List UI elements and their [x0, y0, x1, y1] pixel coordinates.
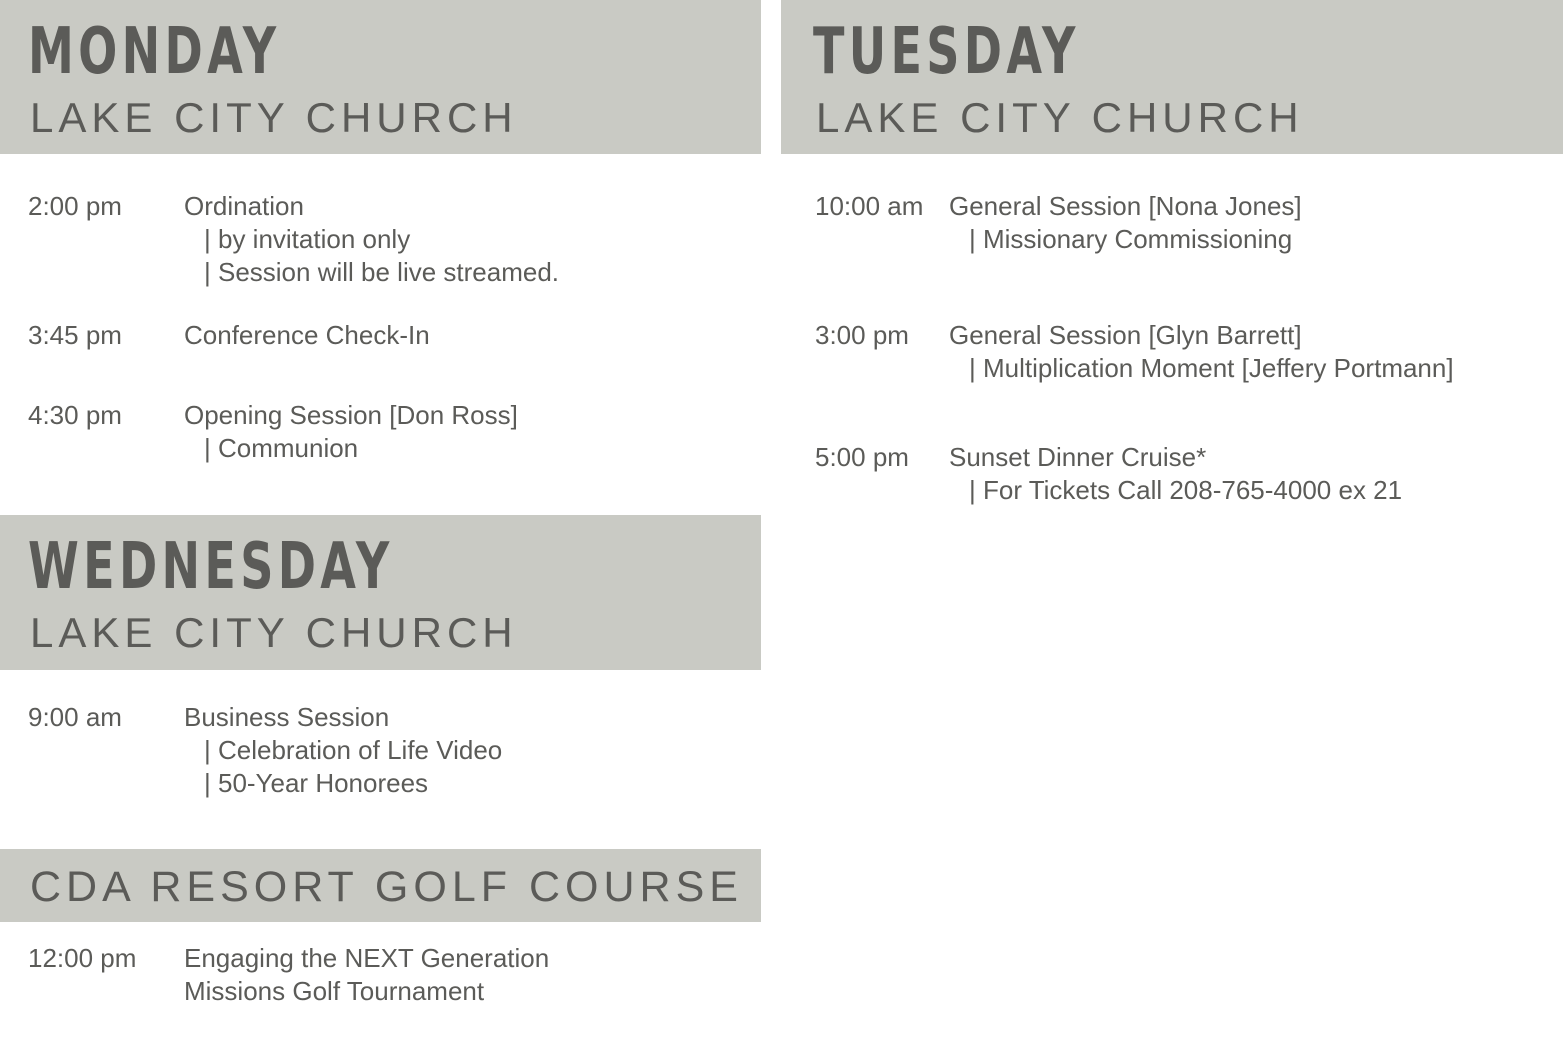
event-note: | Celebration of Life Video — [204, 735, 503, 765]
event-note: | For Tickets Call 208-765-4000 ex 21 — [969, 475, 1403, 505]
event-notes — [969, 474, 1402, 507]
event-title: Ordination — [184, 191, 304, 221]
event-title: Conference Check-In — [184, 320, 430, 350]
golf-venue-header — [0, 849, 761, 922]
wednesday-venue: LAKE CITY CHURCH — [30, 609, 518, 656]
golf-venue: CDA RESORT GOLF COURSE — [30, 863, 743, 911]
event-note: Missions Golf Tournament — [184, 976, 485, 1006]
event-note: | 50-Year Honorees — [204, 768, 429, 798]
wednesday-header — [0, 515, 761, 670]
event-note: | by invitation only — [204, 224, 411, 254]
event-note: | Session will be live streamed. — [204, 257, 560, 287]
event-time: 2:00 pm — [28, 191, 122, 221]
event-note: | Multiplication Moment [Jeffery Portmann] — [969, 353, 1454, 383]
monday-day-title: MONDAY — [28, 15, 281, 89]
event-note: | Missionary Commissioning — [969, 224, 1293, 254]
monday-venue: LAKE CITY CHURCH — [30, 94, 518, 141]
event-title: Business Session — [184, 702, 390, 732]
event-notes — [204, 223, 559, 289]
event-title: Opening Session [Don Ross] — [184, 400, 518, 430]
event-time: 4:30 pm — [28, 400, 122, 430]
event-title: General Session [Glyn Barrett] — [949, 320, 1302, 350]
event-time: 12:00 pm — [28, 943, 137, 973]
tuesday-venue: LAKE CITY CHURCH — [816, 94, 1304, 141]
event-notes — [184, 975, 484, 1008]
event-time: 3:00 pm — [815, 320, 909, 350]
event-title: Sunset Dinner Cruise* — [949, 442, 1207, 472]
event-note: | Communion — [204, 433, 359, 463]
event-notes — [969, 352, 1454, 385]
event-title: Engaging the NEXT Generation — [184, 943, 550, 973]
event-time: 10:00 am — [815, 191, 924, 221]
event-notes — [969, 223, 1292, 256]
wednesday-day-title: WEDNESDAY — [28, 530, 394, 604]
monday-header — [0, 0, 761, 154]
event-notes — [204, 432, 358, 465]
tuesday-header — [781, 0, 1563, 154]
event-time: 9:00 am — [28, 702, 122, 732]
event-title: General Session [Nona Jones] — [949, 191, 1302, 221]
tuesday-day-title: TUESDAY — [813, 15, 1080, 89]
event-notes — [204, 734, 502, 800]
event-time: 5:00 pm — [815, 442, 909, 472]
event-time: 3:45 pm — [28, 320, 122, 350]
